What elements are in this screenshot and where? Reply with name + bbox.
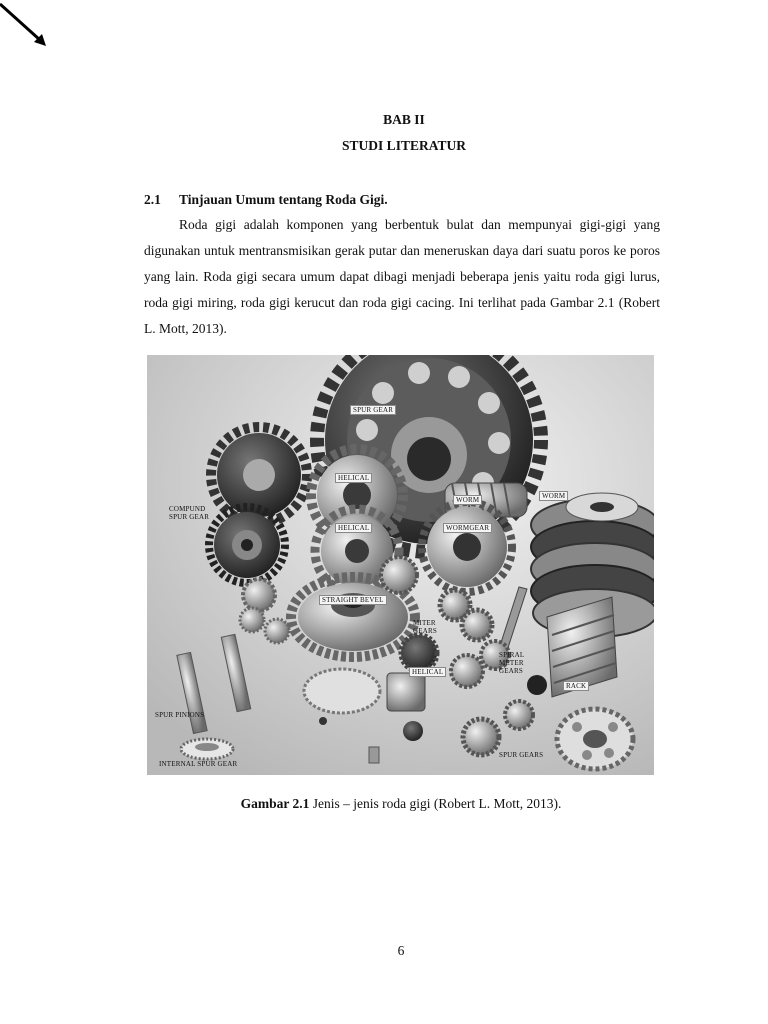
label-compound-spur-gear: COMPUND SPUR GEAR [169, 505, 210, 521]
chapter-number: BAB II [383, 112, 425, 127]
caption-label: Gambar 2.1 [240, 796, 310, 811]
label-helical-low: HELICAL [409, 667, 446, 677]
label-miter-gears: MITER GEARS [413, 619, 437, 635]
label-spur-gear: SPUR GEAR [350, 405, 396, 415]
section-number: 2.1 [144, 192, 161, 207]
chapter-title: STUDI LITERATUR [342, 138, 466, 153]
label-wormgear: WORMGEAR [443, 523, 492, 533]
page-number: 6 [397, 943, 405, 958]
gear-types-figure [147, 355, 654, 775]
arrow-icon [0, 0, 60, 60]
label-internal-spur-gear: INTERNAL SPUR GEAR [159, 760, 238, 768]
label-worm-right: WORM [539, 491, 568, 501]
section-heading [144, 192, 388, 208]
label-spiral-miter-gears: SPIRAL METER GEARS [499, 651, 525, 675]
label-helical-top: HELICAL [335, 473, 372, 483]
label-rack: RACK [563, 681, 589, 691]
gear-photo [147, 355, 654, 775]
label-spur-gears: SPUR GEARS [499, 751, 544, 759]
body-paragraph: Roda gigi adalah komponen yang berbentuk bulat dan mempunyai gigi-gigi yang digunakan untuk mentransmisikan gerak putar dan meneruskan daya dari suatu poros ke poros yang lain. Roda gigi secara umum dapat dibagi menjadi beberapa jenis yaitu roda gigi lurus, roda gigi miring, roda gigi kerucut dan roda gigi cacing. Ini terlihat pada Gambar 2.1 (Robert L. Mott, 2013). [144, 217, 660, 336]
figure-caption [0, 796, 768, 812]
caption-text: Jenis – jenis roda gigi (Robert L. Mott, 2013). [309, 796, 562, 811]
label-worm-left: WORM [453, 495, 482, 505]
label-straight-bevel: STRAIGHT BEVEL [319, 595, 387, 605]
label-spur-pinions: SPUR PINIONS [155, 711, 205, 719]
section-title: Tinjauan Umum tentang Roda Gigi. [179, 192, 388, 207]
label-helical-mid: HELICAL [335, 523, 372, 533]
